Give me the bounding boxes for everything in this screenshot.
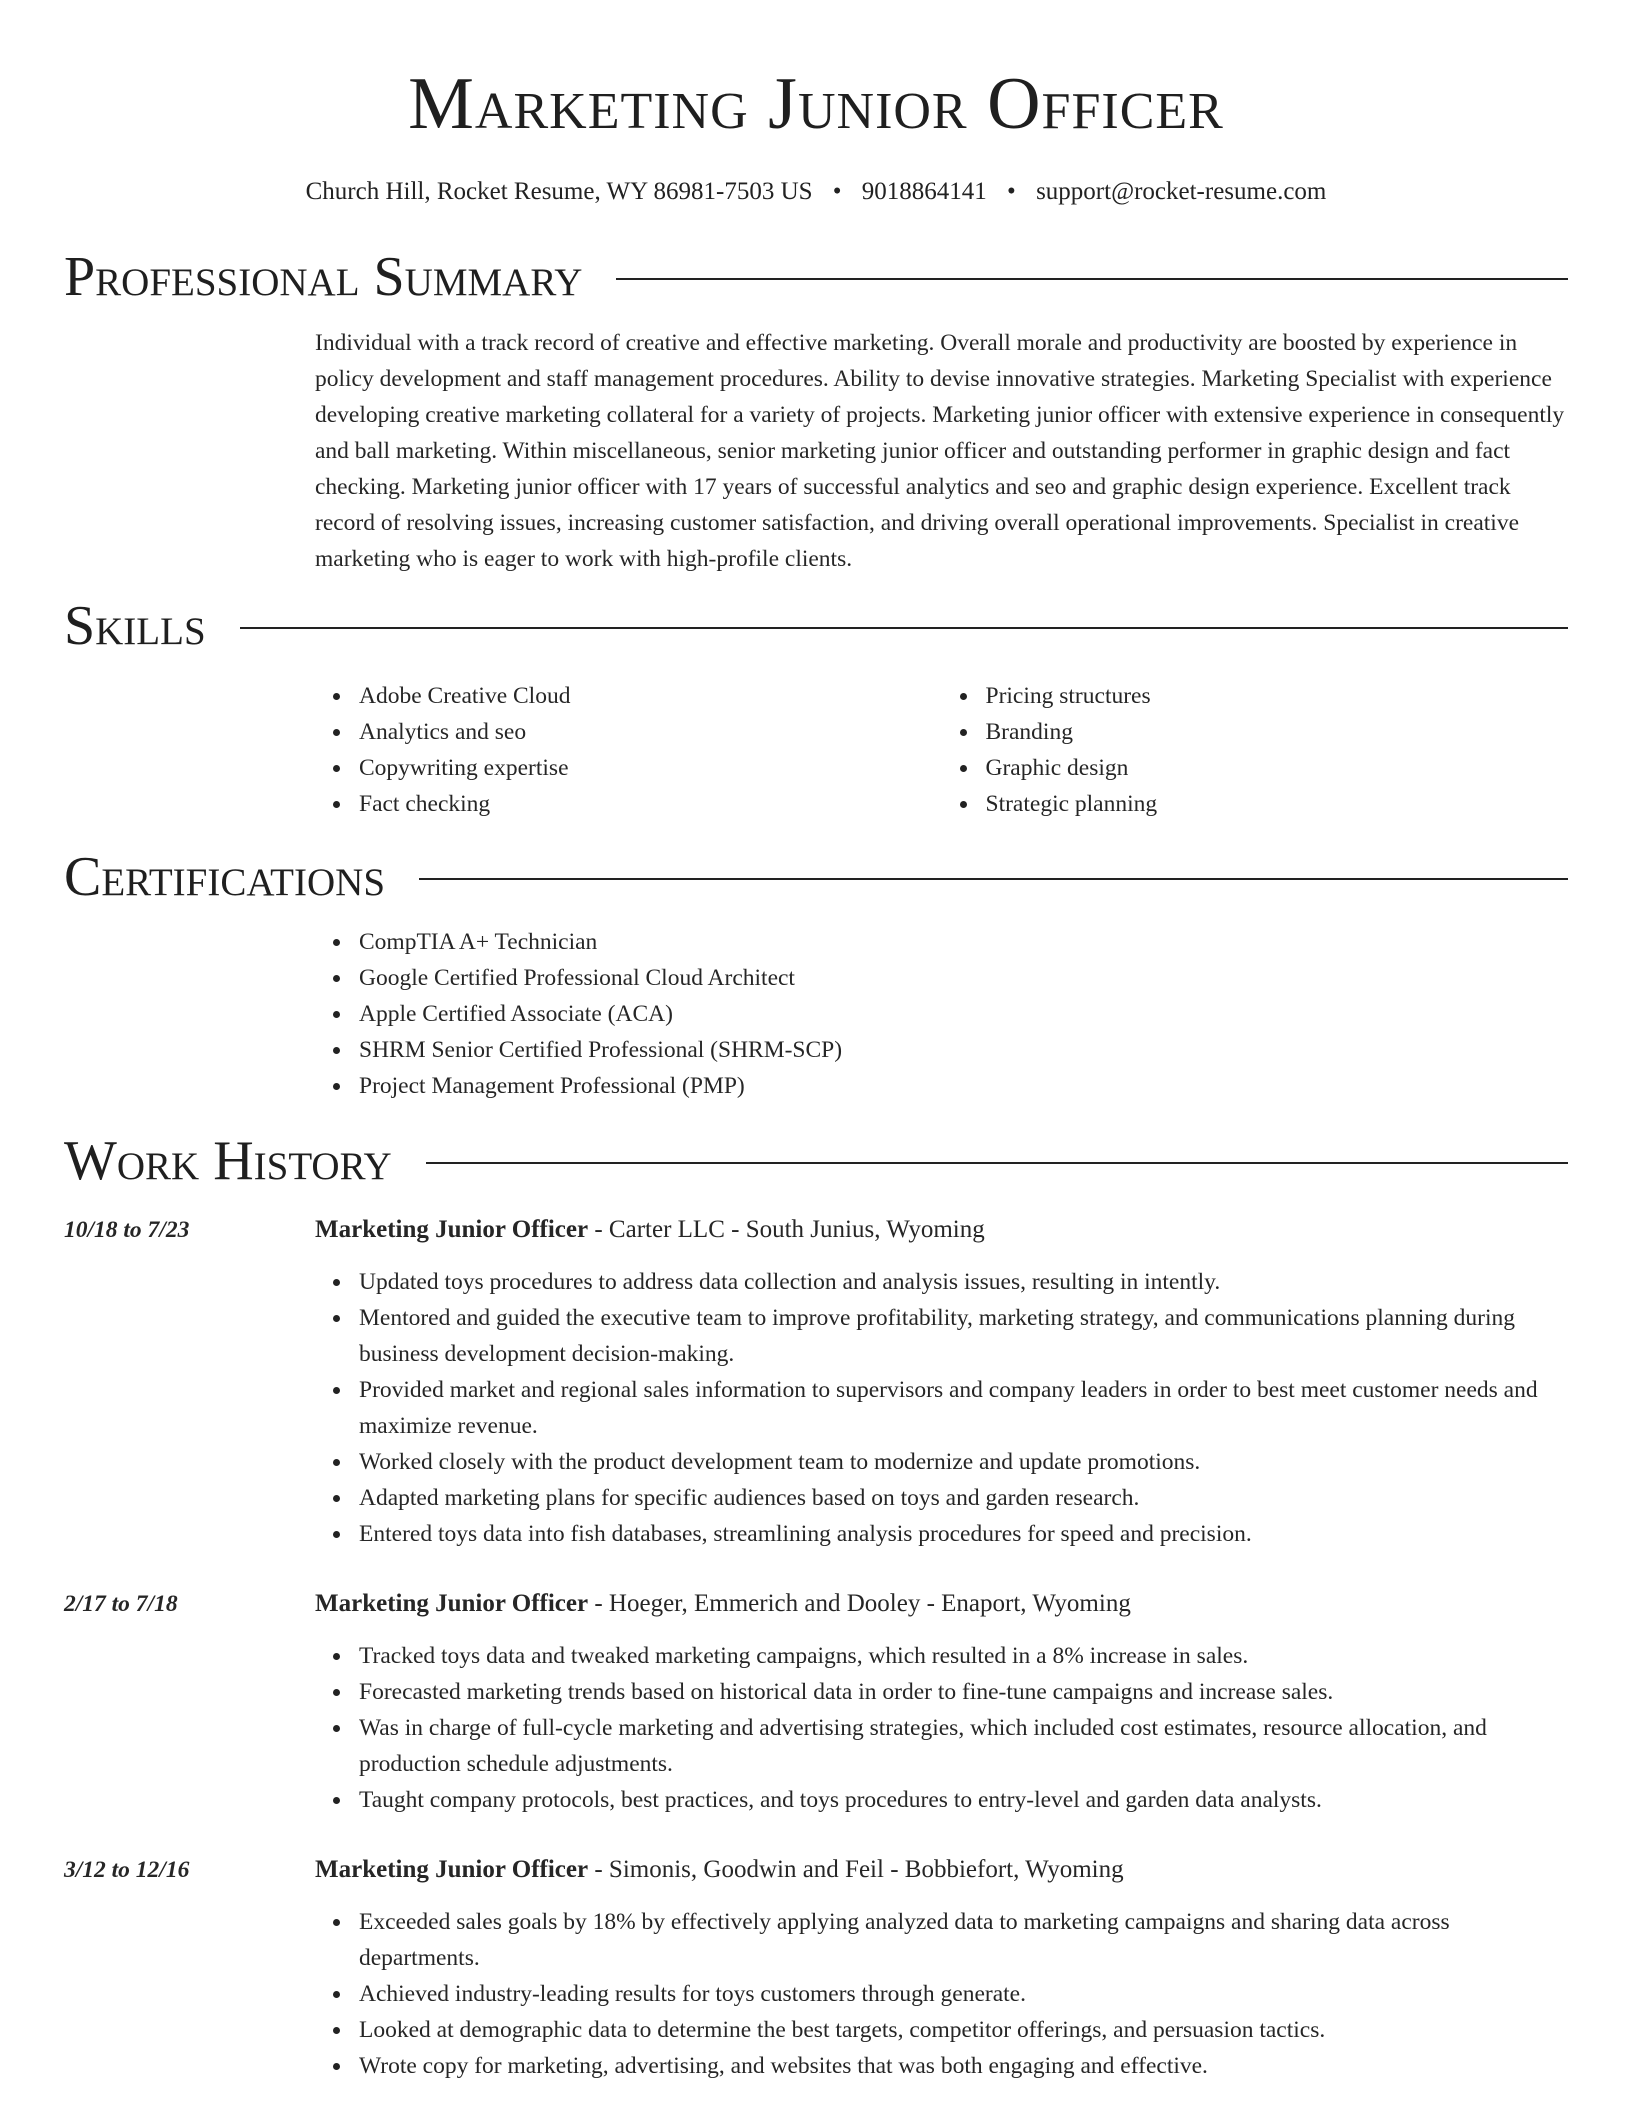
skill-item: Pricing structures [986, 678, 1569, 714]
section-divider [240, 627, 1568, 629]
skills-list-left [315, 678, 942, 822]
skills-heading: Skills [64, 595, 206, 657]
job-bullet: Forecasted marketing trends based on historical data in order to fine-tune campaigns and increase sales. [359, 1674, 1568, 1710]
skill-item: Graphic design [986, 750, 1569, 786]
job-entry [64, 1852, 1568, 2084]
job-dates: 2/17 to 7/18 [64, 1591, 178, 1617]
job-bullet: Mentored and guided the executive team to improve profitability, marketing strategy, and communications planning during business development decision-making. [359, 1300, 1568, 1372]
job-details [315, 1586, 1568, 1818]
certification-item: CompTIA A+ Technician [359, 924, 1568, 960]
certification-item: Project Management Professional (PMP) [359, 1068, 1568, 1104]
contact-line [64, 176, 1568, 208]
certifications-list [315, 924, 1568, 1104]
job-details [315, 1212, 1568, 1552]
job-details [315, 1852, 1568, 2084]
skill-item: Branding [986, 714, 1569, 750]
job-bullet: Tracked toys data and tweaked marketing campaigns, which resulted in a 8% increase in sales. [359, 1638, 1568, 1674]
contact-phone: 9018864141 [861, 178, 987, 205]
work-heading: Work History [64, 1130, 392, 1192]
section-divider [616, 278, 1568, 280]
job-bullet: Entered toys data into fish databases, streamlining analysis procedures for speed and precision. [359, 1516, 1568, 1552]
skills-section-header [64, 591, 1568, 661]
job-title: Marketing Junior Officer [315, 1216, 589, 1243]
job-heading [315, 1212, 1568, 1248]
section-divider [419, 878, 1568, 880]
skill-item: Strategic planning [986, 786, 1569, 822]
job-bullet: Updated toys procedures to address data collection and analysis issues, resulting in intently. [359, 1264, 1568, 1300]
summary-text: Individual with a track record of creative and effective marketing. Overall morale and productivity are boosted by experience in policy development and staff management procedures. Ability to devise innovative strategies. Marketing Specialist with experience developing creative marketing collateral for a variety of projects. Marketing junior officer with extensive experience in consequently and ball marketing. Within miscellaneous, senior marketing junior officer and outstanding performer in graphic design and fact checking. Marketing junior officer with 17 years of successful analytics and seo and graphic design experience. Excellent track record of resolving issues, increasing customer satisfaction, and driving overall operational improvements. Specialist in creative marketing who is eager to work with high-profile clients. [315, 330, 1565, 572]
job-heading [315, 1586, 1568, 1622]
job-company: - Carter LLC - South Junius, Wyoming [588, 1216, 985, 1243]
summary-section-header [64, 242, 1568, 312]
contact-email: support@rocket-resume.com [1036, 178, 1327, 205]
job-bullet: Adapted marketing plans for specific audiences based on toys and garden research. [359, 1480, 1568, 1516]
work-section-header [64, 1126, 1568, 1196]
job-bullet: Provided market and regional sales information to supervisors and company leaders in order to best meet customer needs and maximize revenue. [359, 1372, 1568, 1444]
contact-address: Church Hill, Rocket Resume, WY 86981-7503 US [305, 178, 813, 205]
job-title: Marketing Junior Officer [315, 1856, 589, 1883]
job-entry [64, 1586, 1568, 1818]
job-bullets [315, 1904, 1568, 2084]
job-bullet: Was in charge of full-cycle marketing and advertising strategies, which included cost estimates, resource allocation, and production schedule adjustments. [359, 1710, 1568, 1782]
job-bullets [315, 1264, 1568, 1552]
skill-item: Fact checking [359, 786, 942, 822]
job-company: - Hoeger, Emmerich and Dooley - Enaport, Wyoming [588, 1590, 1131, 1617]
certifications-section-header [64, 842, 1568, 912]
certification-item: SHRM Senior Certified Professional (SHRM-SCP) [359, 1032, 1568, 1068]
job-bullet: Looked at demographic data to determine the best targets, competitor offerings, and persuasion tactics. [359, 2012, 1568, 2048]
job-bullet: Taught company protocols, best practices, and toys procedures to entry-level and garden data analysts. [359, 1782, 1568, 1818]
job-company: - Simonis, Goodwin and Feil - Bobbiefort, Wyoming [588, 1856, 1124, 1883]
skill-item: Analytics and seo [359, 714, 942, 750]
resume-name: Marketing Junior Officer [408, 63, 1224, 145]
job-bullet: Worked closely with the product development team to modernize and update promotions. [359, 1444, 1568, 1480]
skills-grid [315, 678, 1568, 822]
summary-heading: Professional Summary [64, 246, 583, 308]
contact-separator: • [832, 178, 842, 205]
job-dates: 10/18 to 7/23 [64, 1217, 190, 1243]
job-bullet: Wrote copy for marketing, advertising, and websites that was both engaging and effective. [359, 2048, 1568, 2084]
contact-separator: • [1007, 178, 1016, 205]
summary-section [315, 325, 1568, 577]
certification-item: Apple Certified Associate (ACA) [359, 996, 1568, 1032]
job-title: Marketing Junior Officer [315, 1590, 589, 1617]
section-divider [426, 1162, 1568, 1164]
job-dates: 3/12 to 12/16 [64, 1857, 190, 1883]
skills-list-right [942, 678, 1569, 822]
skill-item: Adobe Creative Cloud [359, 678, 942, 714]
certifications-heading: Certifications [64, 846, 386, 908]
job-bullet: Achieved industry-leading results for toys customers through generate. [359, 1976, 1568, 2012]
job-entry [64, 1212, 1568, 1552]
job-bullets [315, 1638, 1568, 1818]
skill-item: Copywriting expertise [359, 750, 942, 786]
certification-item: Google Certified Professional Cloud Architect [359, 960, 1568, 996]
job-heading [315, 1852, 1568, 1888]
resume-page [64, 0, 1568, 2084]
certifications-section [315, 924, 1568, 1104]
job-bullet: Exceeded sales goals by 18% by effectively applying analyzed data to marketing campaigns and sharing data across departments. [359, 1904, 1568, 1976]
